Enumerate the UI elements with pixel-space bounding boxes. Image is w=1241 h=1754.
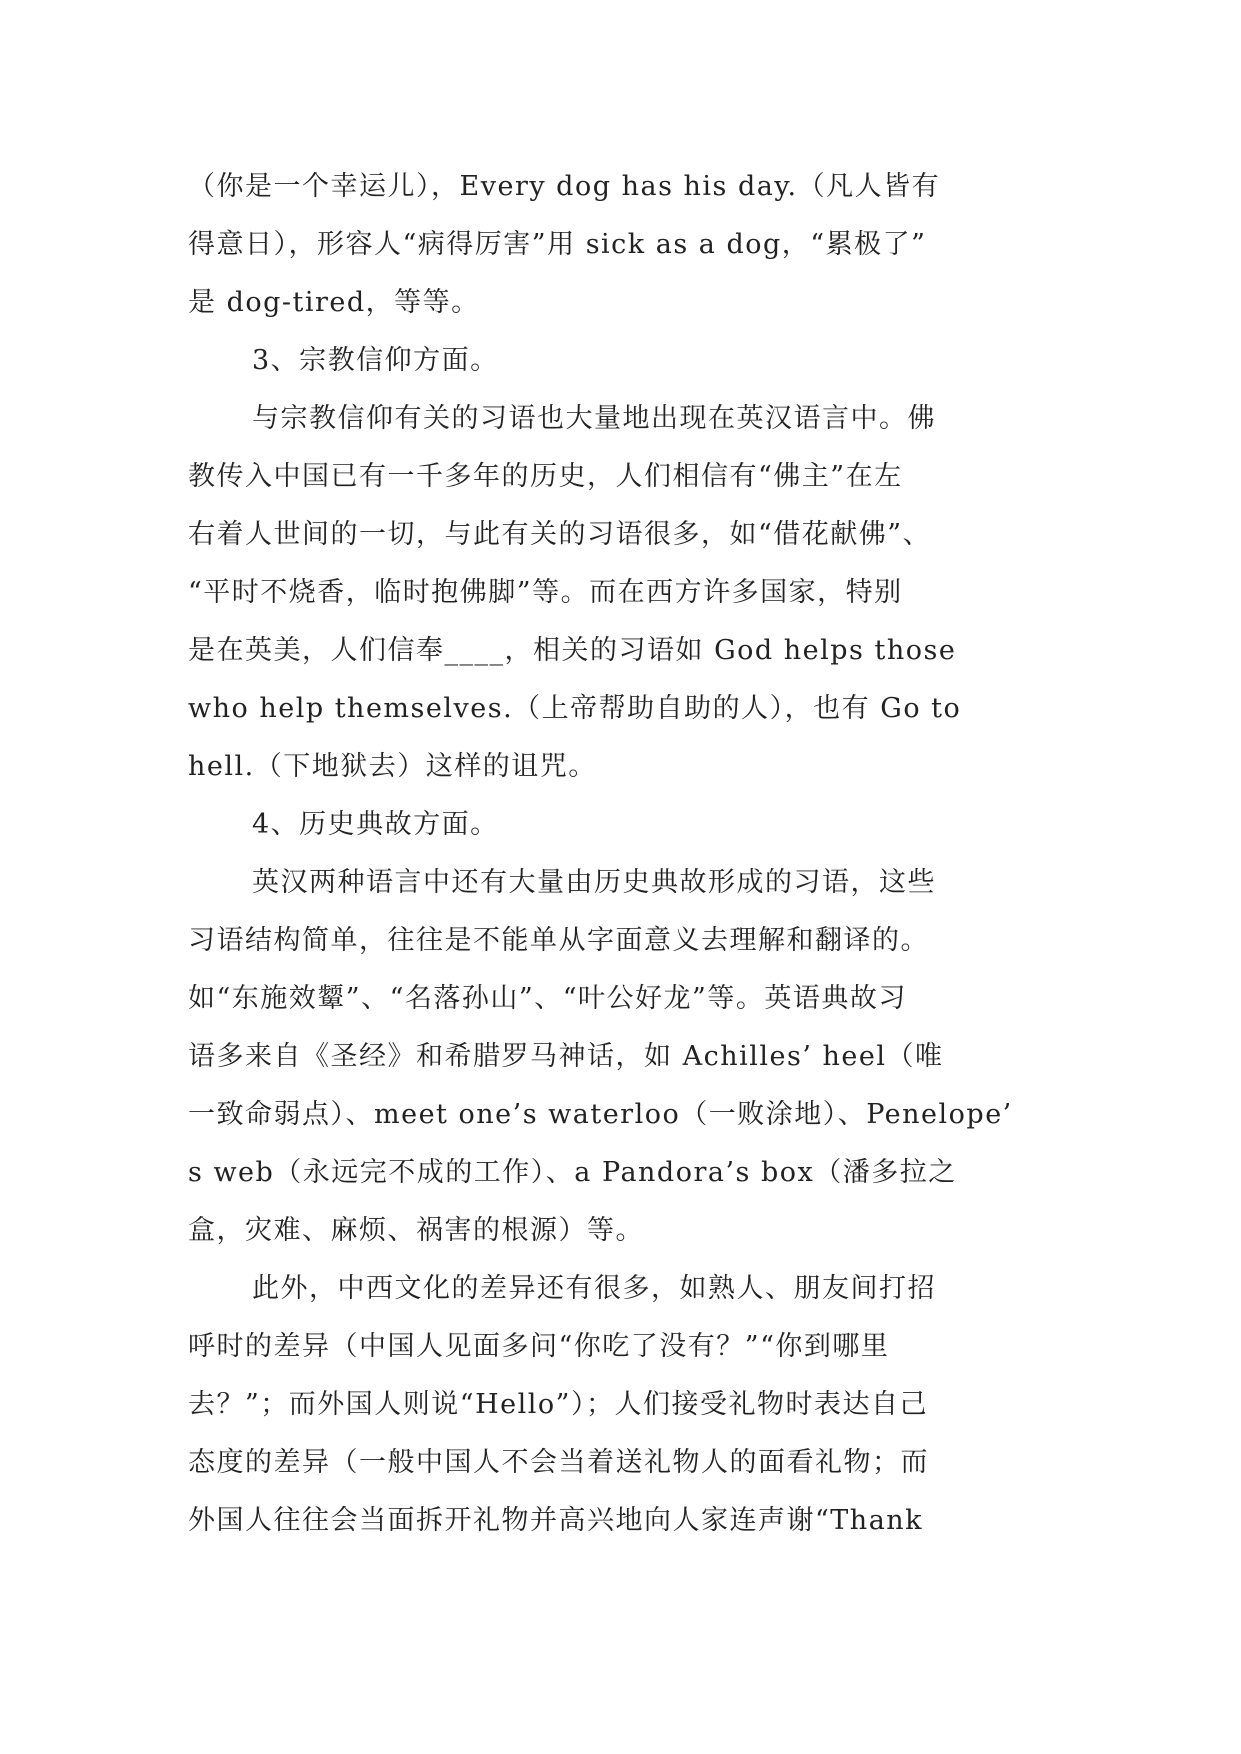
text-line: 外国人往往会当面拆开礼物并高兴地向人家连声谢“Thank xyxy=(188,1505,924,1536)
text-line: 盒，灾难、麻烦、祸害的根源）等。 xyxy=(188,1215,644,1246)
text-line: 去？”；而外国人则说“Hello”）；人们接受礼物时表达自己 xyxy=(188,1389,928,1420)
text-line: 右着人世间的一切，与此有关的习语很多，如“借花献佛”、 xyxy=(188,519,932,550)
text-line: （你是一个幸运儿），Every dog has his day.（凡人皆有 xyxy=(188,171,941,202)
paragraph-start: 英汉两种语言中还有大量由历史典故形成的习语，这些 xyxy=(252,867,936,898)
text-line: 态度的差异（一般中国人不会当着送礼物人的面看礼物；而 xyxy=(188,1447,929,1478)
text-line: 如“东施效颦”、“名落孙山”、“叶公好龙”等。英语典故习 xyxy=(188,983,907,1014)
text-line: 一致命弱点）、meet one’s waterloo（一败涂地）、Penelope’ xyxy=(188,1099,1013,1130)
text-line: 语多来自《圣经》和希腊罗马神话，如 Achilles’ heel（唯 xyxy=(188,1041,944,1072)
text-line: 得意日），形容人“病得厉害”用 sick as a dog，“累极了” xyxy=(188,229,927,260)
paragraph-start: 此外，中西文化的差异还有很多，如熟人、朋友间打招 xyxy=(252,1273,936,1304)
body-text xyxy=(188,158,1048,1550)
text-line: who help themselves.（上帝帮助自助的人），也有 Go to xyxy=(188,693,962,724)
text-line: s web（永远完不成的工作）、a Pandora’s box（潘多拉之 xyxy=(188,1157,957,1188)
text-line: 是 dog-tired，等等。 xyxy=(188,287,480,318)
section-heading-religion: 3、宗教信仰方面。 xyxy=(252,345,499,376)
text-line: “平时不烧香，临时抱佛脚”等。而在西方许多国家，特别 xyxy=(188,577,903,608)
text-line: 教传入中国已有一千多年的历史，人们相信有“佛主”在左 xyxy=(188,461,903,492)
text-line: 习语结构简单，往往是不能单从字面意义去理解和翻译的。 xyxy=(188,925,929,956)
section-heading-history: 4、历史典故方面。 xyxy=(252,809,499,840)
paragraph-start: 与宗教信仰有关的习语也大量地出现在英汉语言中。佛 xyxy=(252,403,936,434)
text-line: 是在英美，人们信奉____，相关的习语如 God helps those xyxy=(188,635,957,666)
text-line: 呼时的差异（中国人见面多问“你吃了没有？”“你到哪里 xyxy=(188,1331,890,1362)
text-line: hell.（下地狱去）这样的诅咒。 xyxy=(188,751,597,782)
